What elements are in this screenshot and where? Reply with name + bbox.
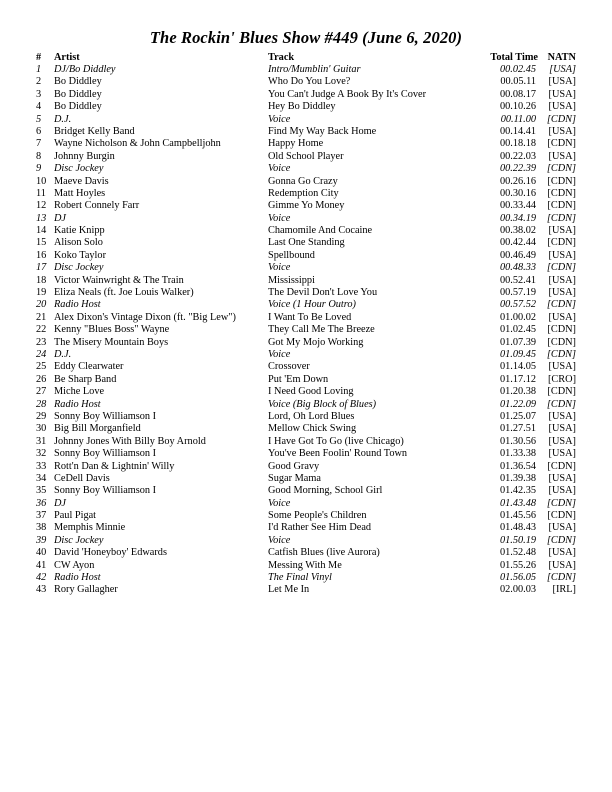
table-row (0, 299, 612, 311)
table-row (0, 337, 612, 349)
row-artist: D.J. (54, 348, 72, 360)
row-nation: [USA] (548, 559, 576, 571)
row-nation: [CDN] (546, 299, 576, 311)
table-row (0, 399, 612, 411)
row-track: Catfish Blues (live Aurora) (268, 547, 380, 559)
row-total-time: 01.02.45 (499, 324, 536, 336)
row-artist: Sonny Boy Williamson I (54, 448, 157, 460)
row-artist: Rott'n Dan & Lightnin' Willy (54, 460, 175, 472)
table-row (0, 510, 612, 522)
row-total-time: 01.48.43 (499, 522, 536, 534)
row-total-time: 01.50.19 (499, 534, 536, 546)
row-artist: Alex Dixon's Vintage Dixon (ft. "Big Lew") (54, 311, 236, 323)
row-artist: Miche Love (54, 386, 105, 398)
row-artist: Disc Jockey (54, 262, 104, 274)
table-row (0, 114, 612, 126)
table-row (0, 448, 612, 460)
row-total-time: 00.02.45 (499, 64, 536, 75)
table-row (0, 473, 612, 485)
row-number: 5 (36, 113, 42, 125)
table-row (0, 287, 612, 299)
row-number: 17 (36, 262, 47, 274)
table-row (0, 89, 612, 101)
row-nation: [USA] (548, 249, 576, 261)
row-nation: [CDN] (547, 460, 576, 472)
row-track: Good Morning, School Girl (268, 485, 383, 497)
row-artist: Matt Hoyles (54, 187, 106, 199)
row-number: 30 (36, 423, 47, 435)
row-nation: [USA] (548, 125, 576, 137)
row-artist: Katie Knipp (54, 225, 105, 237)
row-number: 6 (36, 125, 42, 137)
row-artist: Wayne Nicholson & John Campbelljohn (54, 138, 221, 150)
row-track: Voice (268, 163, 291, 175)
row-total-time: 00.46.49 (499, 249, 536, 261)
table-row (0, 237, 612, 249)
row-total-time: 01.56.05 (499, 572, 536, 584)
row-track: Let Me In (268, 584, 310, 596)
row-total-time: 01.39.38 (499, 472, 536, 484)
row-track: Some People's Children (268, 510, 367, 522)
row-nation: [USA] (548, 274, 576, 286)
row-artist: Bo Diddley (54, 101, 102, 113)
row-nation: [USA] (548, 225, 576, 237)
table-row (0, 547, 612, 559)
row-track: Put 'Em Down (268, 373, 329, 385)
row-track: Hey Bo Diddley (268, 101, 336, 113)
row-nation: [USA] (548, 361, 576, 373)
table-row (0, 225, 612, 237)
row-artist: Maeve Davis (54, 175, 109, 187)
row-number: 43 (36, 584, 47, 596)
row-total-time: 01.00.02 (499, 311, 536, 323)
row-total-time: 01.55.26 (499, 559, 536, 571)
row-artist: Memphis Minnie (54, 522, 126, 534)
header-artist: Artist (54, 52, 80, 63)
table-header (0, 51, 612, 64)
row-total-time: 01.45.56 (499, 510, 536, 522)
row-track: Good Gravy (268, 460, 320, 472)
row-artist: CeDell Davis (54, 472, 110, 484)
row-number: 9 (36, 163, 42, 175)
row-nation: [CDN] (547, 336, 576, 348)
row-nation: [USA] (548, 150, 576, 162)
row-artist: Radio Host (54, 398, 101, 410)
row-track: I Have Got To Go (live Chicago) (268, 435, 404, 447)
row-total-time: 01.14.05 (499, 361, 536, 373)
row-total-time: 01.25.07 (499, 410, 536, 422)
table-row (0, 560, 612, 572)
row-nation: [IRL] (552, 584, 576, 596)
header-total-time: Total Time (490, 52, 538, 63)
row-number: 20 (36, 299, 47, 311)
row-total-time: 01.33.38 (499, 448, 536, 460)
row-nation: [CDN] (546, 497, 576, 509)
row-total-time: 00.05.11 (500, 76, 536, 88)
row-number: 24 (36, 348, 47, 360)
row-nation: [CDN] (546, 534, 576, 546)
row-track: Intro/Mumblin' Guitar (268, 64, 361, 75)
row-total-time: 00.08.17 (499, 88, 536, 100)
table-row (0, 361, 612, 373)
row-total-time: 01.36.54 (499, 460, 536, 472)
header-track: Track (268, 52, 295, 63)
row-nation: [CDN] (547, 200, 576, 212)
row-track: Lord, Oh Lord Blues (268, 410, 355, 422)
table-row (0, 138, 612, 150)
row-artist: David 'Honeyboy' Edwards (54, 547, 167, 559)
row-number: 41 (36, 559, 47, 571)
row-number: 25 (36, 361, 47, 373)
row-number: 23 (36, 336, 47, 348)
table-row (0, 535, 612, 547)
row-track: Mellow Chick Swing (268, 423, 357, 435)
row-number: 29 (36, 410, 47, 422)
row-track: Voice (268, 262, 291, 274)
row-nation: [CDN] (546, 348, 576, 360)
row-total-time: 00.26.16 (499, 175, 536, 187)
table-row (0, 498, 612, 510)
row-number: 19 (36, 287, 47, 299)
header-number: # (36, 52, 42, 63)
row-artist: Sonny Boy Williamson I (54, 410, 157, 422)
row-nation: [USA] (548, 472, 576, 484)
row-number: 11 (36, 187, 46, 199)
row-nation: [CRO] (547, 373, 576, 385)
row-nation: [USA] (548, 485, 576, 497)
row-track: Last One Standing (268, 237, 345, 249)
row-artist: Koko Taylor (54, 249, 106, 261)
row-nation: [USA] (548, 88, 576, 100)
row-nation: [USA] (548, 547, 576, 559)
row-number: 7 (36, 138, 42, 150)
row-track: Voice (268, 212, 291, 224)
row-nation: [CDN] (546, 163, 576, 175)
row-track: They Call Me The Breeze (268, 324, 375, 336)
row-number: 2 (36, 76, 42, 88)
row-track: Who Do You Love? (268, 76, 351, 88)
row-total-time: 01.07.39 (499, 336, 536, 348)
row-artist: Rory Gallagher (54, 584, 118, 596)
row-nation: [USA] (548, 435, 576, 447)
row-total-time: 00.22.39 (499, 163, 536, 175)
row-number: 32 (36, 448, 47, 460)
row-number: 22 (36, 324, 47, 336)
table-row (0, 423, 612, 435)
row-track: Voice (268, 497, 291, 509)
row-track: Sugar Mama (268, 472, 321, 484)
table-row (0, 126, 612, 138)
row-track: Chamomile And Cocaine (268, 225, 373, 237)
table-row (0, 188, 612, 200)
row-number: 36 (36, 497, 47, 509)
row-track: The Devil Don't Love You (268, 287, 378, 299)
table-row (0, 324, 612, 336)
row-track: Messing With Me (268, 559, 342, 571)
row-nation: [USA] (548, 76, 576, 88)
row-track: Gonna Go Crazy (268, 175, 338, 187)
table-row (0, 76, 612, 88)
table-row (0, 522, 612, 534)
row-nation: [CDN] (547, 510, 576, 522)
row-nation: [USA] (548, 287, 576, 299)
row-track: Voice (1 Hour Outro) (268, 299, 356, 311)
row-number: 14 (36, 225, 47, 237)
row-artist: Paul Pigat (54, 510, 97, 522)
row-artist: Kenny "Blues Boss" Wayne (54, 324, 170, 336)
row-total-time: 01.42.35 (499, 485, 536, 497)
row-total-time: 01.52.48 (499, 547, 536, 559)
row-number: 10 (36, 175, 47, 187)
row-track: Voice (268, 348, 291, 360)
row-artist: Alison Solo (54, 237, 103, 249)
row-total-time: 00.57.19 (499, 287, 536, 299)
row-total-time: 01.30.56 (499, 435, 536, 447)
row-track: Gimme Yo Money (268, 200, 345, 212)
row-number: 1 (36, 64, 42, 75)
header-nation: NATN (547, 52, 576, 63)
row-track: You Can't Judge A Book By It's Cover (268, 88, 426, 100)
row-track: Voice (268, 534, 291, 546)
row-nation: [CDN] (547, 175, 576, 187)
row-nation: [USA] (548, 101, 576, 113)
row-total-time: 01.43.48 (499, 497, 536, 509)
table-row (0, 151, 612, 163)
table-row (0, 312, 612, 324)
row-track: Spellbound (268, 249, 315, 261)
row-track: Find My Way Back Home (268, 125, 377, 137)
table-row (0, 176, 612, 188)
row-artist: Robert Connely Farr (54, 200, 140, 212)
row-artist: Bo Diddley (54, 76, 102, 88)
table-row (0, 461, 612, 473)
row-artist: Be Sharp Band (54, 373, 117, 385)
row-number: 16 (36, 249, 47, 261)
table-row (0, 386, 612, 398)
table-row (0, 262, 612, 274)
table-row (0, 374, 612, 386)
row-number: 40 (36, 547, 47, 559)
table-row (0, 275, 612, 287)
row-total-time: 01.22.09 (499, 398, 536, 410)
row-total-time: 01.09.45 (499, 348, 536, 360)
row-total-time: 00.38.02 (499, 225, 536, 237)
row-nation: [USA] (548, 522, 576, 534)
row-number: 33 (36, 460, 47, 472)
row-number: 39 (36, 534, 47, 546)
row-artist: Disc Jockey (54, 534, 104, 546)
row-number: 15 (36, 237, 47, 249)
row-number: 35 (36, 485, 47, 497)
row-total-time: 01.20.38 (499, 386, 536, 398)
row-number: 4 (36, 101, 42, 113)
row-number: 12 (36, 200, 47, 212)
row-artist: Radio Host (54, 299, 101, 311)
row-number: 3 (36, 88, 42, 100)
row-nation: [USA] (548, 423, 576, 435)
row-nation: [USA] (549, 64, 576, 75)
row-artist: Johnny Jones With Billy Boy Arnold (54, 435, 206, 447)
row-track: Voice (268, 113, 291, 125)
row-track: Got My Mojo Working (268, 336, 364, 348)
row-artist: Eliza Neals (ft. Joe Louis Walker) (54, 287, 194, 299)
row-number: 13 (36, 212, 47, 224)
row-artist: Bo Diddley (54, 88, 102, 100)
table-row (0, 584, 612, 596)
row-total-time: 00.57.52 (499, 299, 536, 311)
table-row (0, 572, 612, 584)
row-track: Crossover (268, 361, 310, 373)
row-track: Happy Home (268, 138, 324, 150)
row-number: 27 (36, 386, 47, 398)
row-artist: Sonny Boy Williamson I (54, 485, 157, 497)
row-nation: [USA] (548, 311, 576, 323)
row-total-time: 00.14.41 (499, 125, 536, 137)
table-row (0, 101, 612, 113)
table-body (0, 64, 612, 597)
row-nation: [CDN] (547, 386, 576, 398)
page-title: The Rockin' Blues Show #449 (June 6, 2020) (149, 28, 463, 47)
row-number: 28 (36, 398, 47, 410)
row-nation: [CDN] (547, 187, 576, 199)
row-track: I'd Rather See Him Dead (268, 522, 372, 534)
row-number: 21 (36, 311, 47, 323)
row-number: 8 (36, 150, 42, 162)
row-nation: [CDN] (547, 138, 576, 150)
row-nation: [CDN] (546, 572, 576, 584)
row-total-time: 00.33.44 (499, 200, 536, 212)
row-total-time: 00.11.00 (500, 113, 536, 125)
table-row (0, 213, 612, 225)
row-track: The Final Vinyl (268, 572, 332, 584)
table-row (0, 485, 612, 497)
table-row (0, 200, 612, 212)
row-artist: Bridget Kelly Band (54, 125, 135, 137)
row-artist: Big Bill Morganfield (54, 423, 141, 435)
row-total-time: 00.22.03 (499, 150, 536, 162)
row-track: Voice (Big Block of Blues) (268, 398, 377, 410)
row-track: I Need Good Loving (268, 386, 354, 398)
table-row (0, 436, 612, 448)
row-artist: CW Ayon (54, 559, 95, 571)
row-number: 26 (36, 373, 47, 385)
row-total-time: 00.18.18 (499, 138, 536, 150)
table-row (0, 349, 612, 361)
row-total-time: 00.34.19 (499, 212, 536, 224)
row-total-time: 01.27.51 (499, 423, 536, 435)
row-artist: DJ (54, 212, 67, 224)
row-artist: Victor Wainwright & The Train (54, 274, 184, 286)
row-total-time: 01.17.12 (499, 373, 536, 385)
row-track: Old School Player (268, 150, 344, 162)
row-track: You've Been Foolin' Round Town (268, 448, 408, 460)
row-nation: [CDN] (546, 212, 576, 224)
table-row (0, 163, 612, 175)
row-artist: Disc Jockey (54, 163, 104, 175)
row-number: 37 (36, 510, 47, 522)
row-artist: DJ/Bo Diddley (54, 64, 116, 75)
row-artist: D.J. (54, 113, 72, 125)
row-number: 38 (36, 522, 47, 534)
row-number: 18 (36, 274, 47, 286)
row-nation: [USA] (548, 448, 576, 460)
row-nation: [CDN] (546, 113, 576, 125)
row-total-time: 02.00.03 (499, 584, 536, 596)
row-artist: Johnny Burgin (54, 150, 115, 162)
row-nation: [CDN] (546, 398, 576, 410)
row-number: 31 (36, 435, 47, 447)
row-number: 42 (36, 572, 47, 584)
table-row (0, 250, 612, 262)
row-artist: The Misery Mountain Boys (54, 336, 169, 348)
row-total-time: 00.10.26 (499, 101, 536, 113)
row-nation: [CDN] (547, 324, 576, 336)
tracklist-table (0, 51, 612, 597)
table-row (0, 411, 612, 423)
row-total-time: 00.30.16 (499, 187, 536, 199)
table-row (0, 64, 612, 76)
row-artist: Radio Host (54, 572, 101, 584)
row-total-time: 00.48.33 (499, 262, 536, 274)
row-artist: DJ (54, 497, 67, 509)
row-total-time: 00.42.44 (499, 237, 536, 249)
row-nation: [USA] (548, 410, 576, 422)
row-track: Mississippi (268, 274, 315, 286)
row-track: I Want To Be Loved (268, 311, 352, 323)
row-number: 34 (36, 472, 47, 484)
row-total-time: 00.52.41 (499, 274, 536, 286)
row-track: Redemption City (268, 187, 339, 199)
row-artist: Eddy Clearwater (54, 361, 124, 373)
row-nation: [CDN] (546, 262, 576, 274)
row-nation: [CDN] (547, 237, 576, 249)
